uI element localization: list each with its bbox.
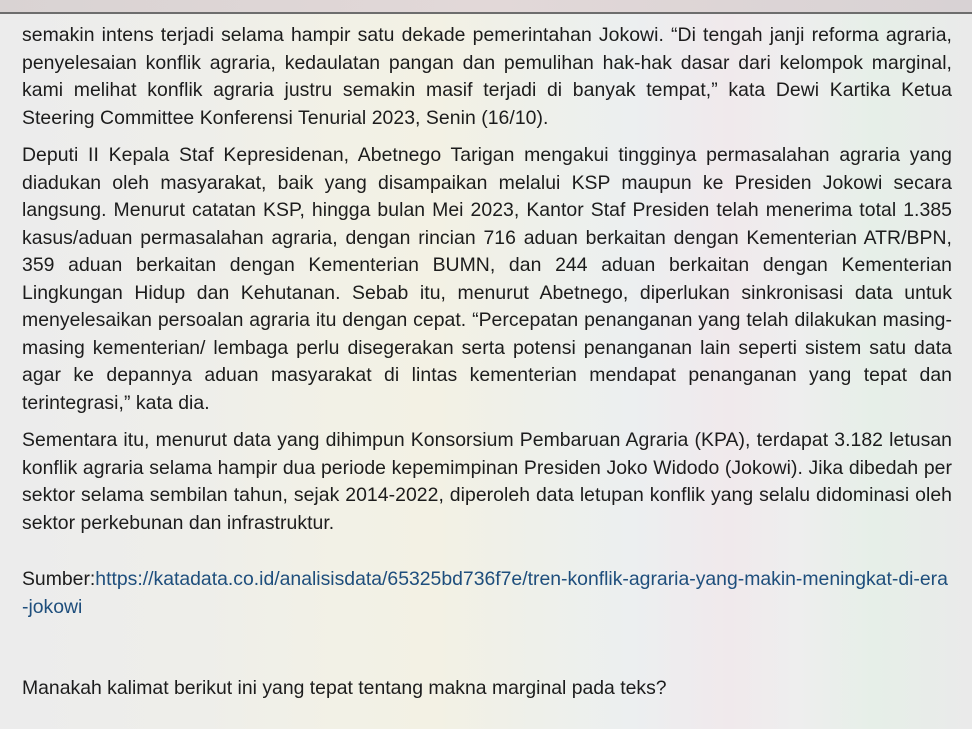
paragraph-3: Sementara itu, menurut data yang dihimpun Konsorsium Pembaruan Agraria (KPA), terdapat 3.182 letusan konflik agraria selama hampir dua periode kepemimpinan Presiden Joko Widodo (Jokowi). Jika dibedah per sektor selama sembilan tahun, sejak 2014-2022, diperoleh data letupan konflik yang selalu didominasi oleh sektor perkebunan dan infrastruktur. [22, 429, 952, 534]
top-edge-strip [0, 0, 972, 12]
question-prompt: Manakah kalimat berikut ini yang tepat tentang makna marginal pada teks? [22, 677, 667, 699]
source-label: Sumber: [22, 568, 96, 590]
source-link[interactable]: https://katadata.co.id/analisisdata/65325bd736f7e/tren-konflik-agraria-yang-makin-meningkat-di-era-jokowi [22, 568, 948, 618]
article-content [22, 22, 952, 703]
paragraph-2: Deputi II Kepala Staf Kepresidenan, Abetnego Tarigan mengakui tingginya permasalahan agraria yang diadukan oleh masyarakat, baik yang disampaikan melalui KSP maupun ke Presiden Jokowi secara langsung. Menurut catatan KSP, hingga bulan Mei 2023, Kantor Staf Presiden telah menerima total 1.385 kasus/aduan permasalahan agraria, dengan rincian 716 aduan berkaitan dengan Kementerian ATR/BPN, 359 aduan berkaitan dengan Kementerian BUMN, dan 244 aduan berkaitan dengan Kementerian Lingkungan Hidup dan Kehutanan. Sebab itu, menurut Abetnego, diperlukan sinkronisasi data untuk menyelesaikan persoalan agraria itu dengan cepat. “Percepatan penanganan yang telah dilakukan masing-masing kementerian/ lembaga perlu disegerakan serta potensi penanganan lain seperti sistem satu data agar ke depannya aduan masyarakat di lintas kementerian mendapat penanganan yang tepat dan terintegrasi,” kata dia. [22, 144, 952, 414]
paragraph-1: semakin intens terjadi selama hampir satu dekade pemerintahan Jokowi. “Di tengah janji reforma agraria, penyelesaian konflik agraria, kedaulatan pangan dan pemulihan hak-hak dasar dari kelompok marginal, kami melihat konflik agraria justru semakin masif terjadi di banyak tempat,” kata Dewi Kartika Ketua Steering Committee Konferensi Tenurial 2023, Senin (16/10). [22, 24, 952, 129]
source-citation [22, 566, 952, 621]
top-divider [0, 12, 972, 14]
